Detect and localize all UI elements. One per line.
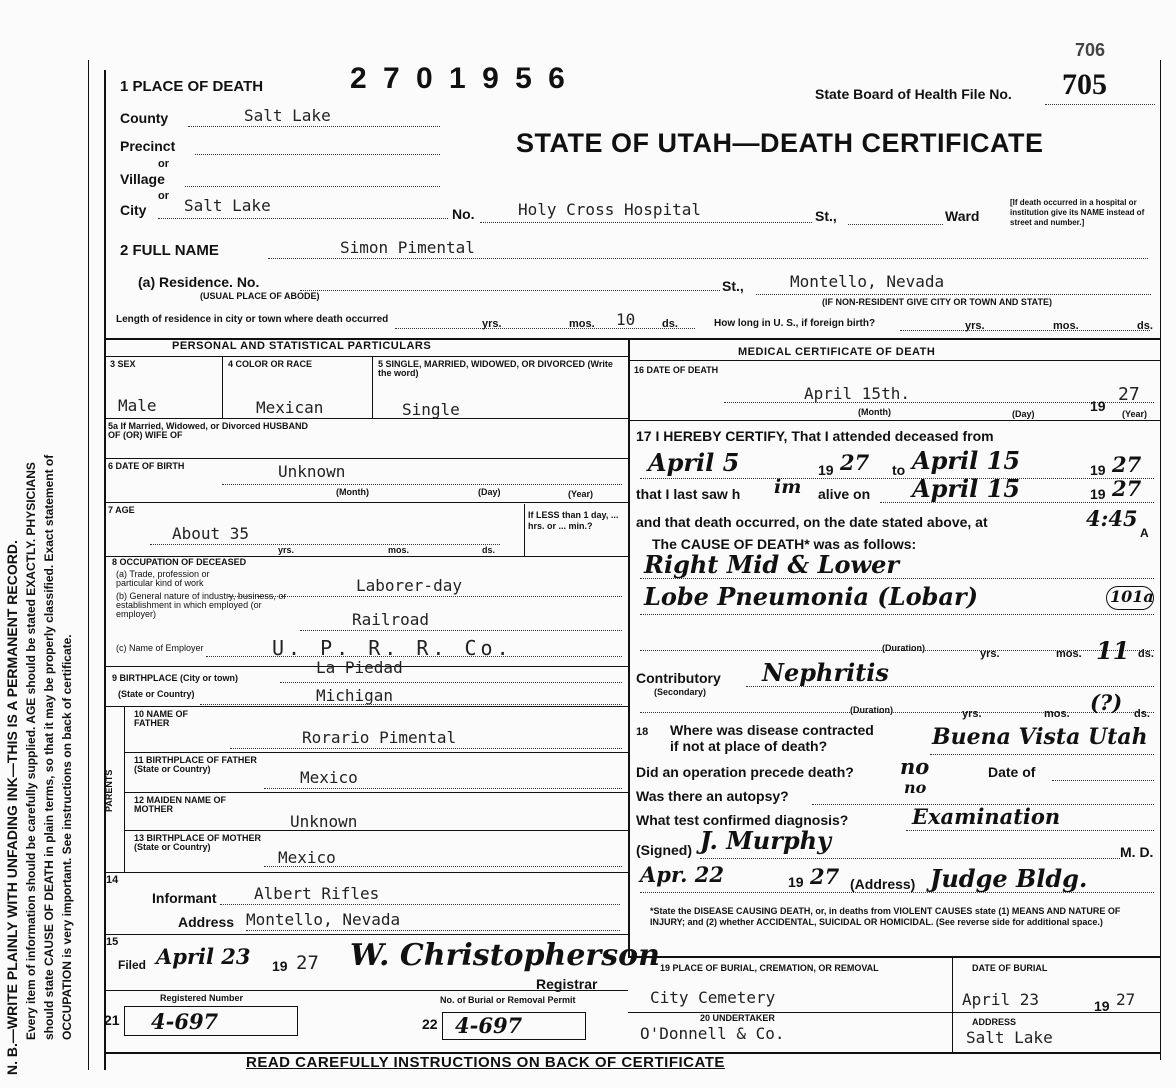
full-name-value: Simon Pimental bbox=[340, 238, 475, 257]
item-18-number: 18 bbox=[636, 726, 649, 738]
date-of-death-19: 19 bbox=[1090, 398, 1106, 414]
file-number-label: State Board of Health File No. bbox=[815, 86, 1012, 102]
burial-place-value: City Cemetery bbox=[650, 988, 776, 1007]
occupation-industry-value: Railroad bbox=[352, 610, 430, 629]
us-residence-label: How long in U. S., if foreign birth? bbox=[714, 318, 876, 329]
dod-day-label: (Day) bbox=[1012, 409, 1035, 419]
file-number: 705 bbox=[1062, 68, 1107, 101]
city-value: Salt Lake bbox=[184, 196, 271, 215]
us-ds-label: ds. bbox=[1137, 320, 1153, 332]
residence-sub-label: (USUAL PLACE OF ABODE) bbox=[200, 291, 320, 301]
employer-label: (c) Name of Employer bbox=[116, 643, 204, 653]
us-mos-label: mos. bbox=[1053, 320, 1079, 332]
last-saw-label: that I last saw h bbox=[636, 486, 741, 502]
duration2-value: (?) bbox=[1090, 690, 1123, 715]
certify-statement: 17 I HEREBY CERTIFY, That I attended deceased from bbox=[636, 428, 994, 444]
date-of-death-year: 27 bbox=[1118, 384, 1140, 405]
column-divider bbox=[628, 338, 630, 958]
residence-note: (IF NON-RESIDENT GIVE CITY OR TOWN AND STATE) bbox=[822, 297, 1053, 307]
duration-value: 11 bbox=[1096, 636, 1130, 665]
frame-left-outer bbox=[88, 60, 89, 1070]
city-label: City bbox=[120, 202, 147, 218]
contributory-sub-label: (Secondary) bbox=[654, 687, 707, 697]
county-value: Salt Lake bbox=[244, 106, 331, 125]
residence-street-label: St., bbox=[722, 278, 744, 294]
duration-yrs-label: yrs. bbox=[980, 648, 1000, 660]
duration-mos-label: mos. bbox=[1056, 648, 1082, 660]
date-of-death-value: April 15th. bbox=[804, 384, 910, 403]
undertaker-address-label: ADDRESS bbox=[972, 1017, 1017, 1027]
occupation-trade-label: (a) Trade, profession or particular kind of work bbox=[116, 569, 210, 588]
precinct-label: Precinct bbox=[120, 138, 176, 154]
cause-line-1: Right Mid & Lower bbox=[644, 550, 900, 579]
spouse-label: 5a If Married, Widowed, or Divorced HUSBAND OF (OR) WIFE OF bbox=[108, 421, 308, 440]
employer-value: U. P. R. R. Co. bbox=[272, 636, 513, 660]
operation-value: no bbox=[900, 754, 930, 779]
time-of-death-value: 4:45 bbox=[1086, 506, 1138, 531]
dob-month-label: (Month) bbox=[336, 487, 369, 497]
sex-value: Male bbox=[118, 396, 157, 415]
margin-instructions-1: Every item of information should be carefully supplied. AGE should be stated EXACTLY. PHYSICIANS bbox=[24, 462, 38, 1040]
undertaker-label: 20 UNDERTAKER bbox=[700, 1013, 775, 1023]
dob-value: Unknown bbox=[278, 462, 346, 481]
registrar-signature: W. Christopherson bbox=[350, 938, 660, 973]
registrar-label: Registrar bbox=[536, 976, 598, 992]
burial-permit-label: No. of Burial or Removal Permit bbox=[440, 995, 576, 1005]
where-contracted-label: Where was disease contracted bbox=[670, 722, 874, 738]
burial-year-value: 27 bbox=[1116, 990, 1136, 1009]
filed-19: 19 bbox=[272, 958, 288, 974]
birthplace-state-value: Michigan bbox=[316, 686, 394, 705]
margin-instructions-2: should state CAUSE OF DEATH in plain terms, so that it may be properly classified. Exact statement of bbox=[42, 454, 56, 1040]
father-value: Rorario Pimental bbox=[302, 728, 457, 747]
physician-address-label: (Address) bbox=[850, 876, 916, 892]
birthplace-label: 9 BIRTHPLACE (City or town) bbox=[112, 673, 238, 683]
duration2-label: (Duration) bbox=[850, 705, 893, 715]
test-confirmed-value: Examination bbox=[912, 804, 1061, 829]
father-birthplace-label: 11 BIRTHPLACE OF FATHER (State or Country) bbox=[134, 755, 257, 774]
last-saw-date: April 15 bbox=[912, 474, 1021, 503]
mother-label: 12 MAIDEN NAME OF MOTHER bbox=[134, 795, 227, 814]
item-21-number: 21 bbox=[104, 1012, 120, 1028]
informant-address-label: Address bbox=[178, 914, 235, 930]
test-confirmed-label: What test confirmed diagnosis? bbox=[636, 812, 849, 828]
undertaker-address-value: Salt Lake bbox=[966, 1028, 1053, 1047]
duration-ds-label: ds. bbox=[1138, 648, 1154, 660]
occupation-industry-label: (b) General nature of industry, business, or establishment in which employed (or employer) bbox=[116, 591, 287, 619]
operation-label: Did an operation precede death? bbox=[636, 764, 854, 780]
residence-label: (a) Residence. No. bbox=[138, 274, 260, 290]
marital-value: Single bbox=[402, 400, 460, 419]
age-value: About 35 bbox=[172, 524, 250, 543]
sex-label: 3 SEX bbox=[110, 359, 136, 369]
race-value: Mexican bbox=[256, 398, 324, 417]
length-residence-label: Length of residence in city or town where death occurred bbox=[116, 314, 389, 325]
place-of-death-label: 1 PLACE OF DEATH bbox=[120, 78, 264, 95]
signed-label: (Signed) bbox=[636, 842, 692, 858]
time-of-death-label: and that death occurred, on the date stated above, at bbox=[636, 514, 988, 530]
autopsy-label: Was there an autopsy? bbox=[636, 788, 789, 804]
hospital-value: Holy Cross Hospital bbox=[518, 200, 702, 219]
cause-code: 101a bbox=[1110, 587, 1154, 606]
dob-year-label: (Year) bbox=[568, 489, 594, 499]
contributory-label: Contributory bbox=[636, 670, 721, 686]
length-yrs-label: yrs. bbox=[482, 318, 502, 330]
cause-code-circle bbox=[1106, 586, 1154, 610]
autopsy-value: no bbox=[904, 778, 927, 797]
street-number-label: No. bbox=[452, 206, 475, 222]
where-contracted-value: Buena Vista Utah bbox=[932, 724, 1148, 750]
dod-year-label: (Year) bbox=[1122, 409, 1148, 419]
burial-permit-value: 4-697 bbox=[455, 1013, 523, 1038]
burial-19: 19 bbox=[1094, 998, 1110, 1014]
item-22-number: 22 bbox=[422, 1016, 438, 1032]
birthplace-city-value: La Piedad bbox=[316, 658, 403, 677]
dod-month-label: (Month) bbox=[858, 407, 891, 417]
ward-note: [If death occurred in a hospital or institution give its NAME instead of street and number.] bbox=[1010, 198, 1145, 227]
operation-date-label: Date of bbox=[988, 764, 1036, 780]
mother-birthplace-value: Mexico bbox=[278, 848, 336, 867]
cause-of-death-label: The CAUSE OF DEATH* was as follows: bbox=[652, 536, 917, 552]
margin-instructions-3: OCCUPATION is very important. See instructions on back of certificate. bbox=[60, 634, 74, 1040]
village-label: Village bbox=[120, 171, 165, 187]
mother-value: Unknown bbox=[290, 812, 358, 831]
attended-to-year: 27 bbox=[1112, 452, 1142, 477]
cause-line-2: Lobe Pneumonia (Lobar) bbox=[644, 582, 978, 611]
or-label-1: or bbox=[158, 158, 169, 170]
parents-label: PARENTS bbox=[104, 769, 114, 812]
father-label: 10 NAME OF FATHER bbox=[134, 709, 189, 728]
dob-label: 6 DATE OF BIRTH bbox=[108, 461, 185, 471]
filed-label: Filed bbox=[118, 958, 147, 972]
item-15-number: 15 bbox=[106, 936, 119, 948]
attended-to-label: to bbox=[892, 462, 906, 478]
filed-year-value: 27 bbox=[296, 952, 319, 974]
duration2-ds-label: ds. bbox=[1134, 708, 1150, 720]
age-ds-label: ds. bbox=[482, 545, 496, 555]
duration-label: (Duration) bbox=[882, 643, 925, 653]
frame-left bbox=[104, 70, 106, 1070]
registered-number-label: Registered Number bbox=[160, 993, 244, 1003]
informant-value: Albert Rifles bbox=[254, 884, 380, 903]
alive-on-label: alive on bbox=[818, 486, 871, 502]
last-saw-him: im bbox=[774, 476, 802, 498]
race-label: 4 COLOR OR RACE bbox=[228, 359, 313, 369]
last-saw-year: 27 bbox=[1112, 476, 1142, 501]
burial-permit-box bbox=[442, 1012, 586, 1040]
or-label-2: or bbox=[158, 190, 169, 202]
father-birthplace-value: Mexico bbox=[300, 768, 358, 787]
mother-birthplace-label: 13 BIRTHPLACE OF MOTHER (State or Country) bbox=[134, 833, 262, 852]
age-yrs-label: yrs. bbox=[278, 545, 295, 555]
us-yrs-label: yrs. bbox=[965, 320, 985, 332]
read-instructions-notice: READ CAREFULLY INSTRUCTIONS ON BACK OF CERTIFICATE bbox=[246, 1054, 725, 1071]
frame-right bbox=[1160, 60, 1161, 1060]
stamp-number: 2 7 0 1 9 5 6 bbox=[350, 62, 569, 95]
marital-label: 5 SINGLE, MARRIED, WIDOWED, OR DIVORCED (Write the word) bbox=[378, 359, 613, 378]
filed-date-value: April 23 bbox=[156, 944, 251, 969]
length-mos-label: mos. bbox=[569, 318, 595, 330]
medical-heading: MEDICAL CERTIFICATE OF DEATH bbox=[738, 346, 936, 358]
last-saw-19: 19 bbox=[1090, 486, 1106, 502]
signature-19: 19 bbox=[788, 874, 804, 890]
occupation-trade-value: Laborer-day bbox=[356, 576, 462, 595]
attended-to-19: 19 bbox=[1090, 462, 1106, 478]
informant-address-value: Montello, Nevada bbox=[246, 910, 401, 929]
contributory-value: Nephritis bbox=[762, 658, 889, 687]
full-name-label: 2 FULL NAME bbox=[120, 242, 219, 259]
undertaker-value: O'Donnell & Co. bbox=[640, 1024, 785, 1043]
occupation-label: 8 OCCUPATION OF DECEASED bbox=[112, 557, 247, 567]
burial-date-value: April 23 bbox=[962, 990, 1040, 1009]
attended-to-value: April 15 bbox=[912, 446, 1021, 475]
street-label: St., bbox=[815, 208, 837, 224]
margin-notice: N. B.—WRITE PLAINLY WITH UNFADING INK—THIS IS A PERMANENT RECORD. bbox=[4, 540, 20, 1075]
county-label: County bbox=[120, 110, 169, 126]
attended-from-year: 27 bbox=[840, 450, 870, 475]
registered-number-value: 4-697 bbox=[151, 1009, 219, 1034]
duration2-yrs-label: yrs. bbox=[962, 708, 982, 720]
corner-number: 706 bbox=[1075, 40, 1106, 60]
informant-label: Informant bbox=[152, 890, 217, 906]
physician-signature: J. Murphy bbox=[700, 826, 832, 855]
md-label: M. D. bbox=[1120, 844, 1154, 860]
dob-day-label: (Day) bbox=[478, 487, 501, 497]
duration2-mos-label: mos. bbox=[1044, 708, 1070, 720]
item-14-number: 14 bbox=[106, 874, 119, 886]
burial-date-label: DATE OF BURIAL bbox=[972, 963, 1048, 973]
certificate-title: STATE OF UTAH—DEATH CERTIFICATE bbox=[516, 128, 1044, 158]
age-mos-label: mos. bbox=[388, 545, 410, 555]
date-of-death-label: 16 DATE OF DEATH bbox=[634, 365, 719, 375]
age-label: 7 AGE bbox=[108, 505, 135, 515]
residence-value: Montello, Nevada bbox=[790, 272, 945, 291]
signature-date: Apr. 22 bbox=[640, 862, 724, 887]
personal-heading: PERSONAL AND STATISTICAL PARTICULARS bbox=[172, 340, 432, 352]
signature-year: 27 bbox=[810, 864, 840, 889]
where-contracted-label-2: if not at place of death? bbox=[670, 738, 828, 754]
ward-label: Ward bbox=[945, 208, 980, 224]
attended-from-19: 19 bbox=[818, 462, 834, 478]
birthplace-state-label: (State or Country) bbox=[118, 689, 195, 699]
attended-from-value: April 5 bbox=[648, 448, 740, 477]
length-ds-value: 10 bbox=[616, 310, 636, 329]
physician-address-value: Judge Bldg. bbox=[930, 864, 1088, 893]
cause-footnote: *State the DISEASE CAUSING DEATH, or, in deaths from VIOLENT CAUSES state (1) MEANS AND NATURE OF INJURY; and (2) whether ACCIDENTAL, SUICIDAL OR HOMICIDAL. (See reverse side for additional space.) bbox=[650, 906, 1121, 927]
burial-place-label: 19 PLACE OF BURIAL, CREMATION, OR REMOVAL bbox=[660, 963, 879, 973]
time-ampm: A bbox=[1140, 526, 1149, 540]
less-than-day-label: If LESS than 1 day, ... hrs. or ... min.? bbox=[528, 510, 619, 531]
length-ds-label: ds. bbox=[662, 318, 678, 330]
registered-number-box bbox=[124, 1006, 298, 1036]
